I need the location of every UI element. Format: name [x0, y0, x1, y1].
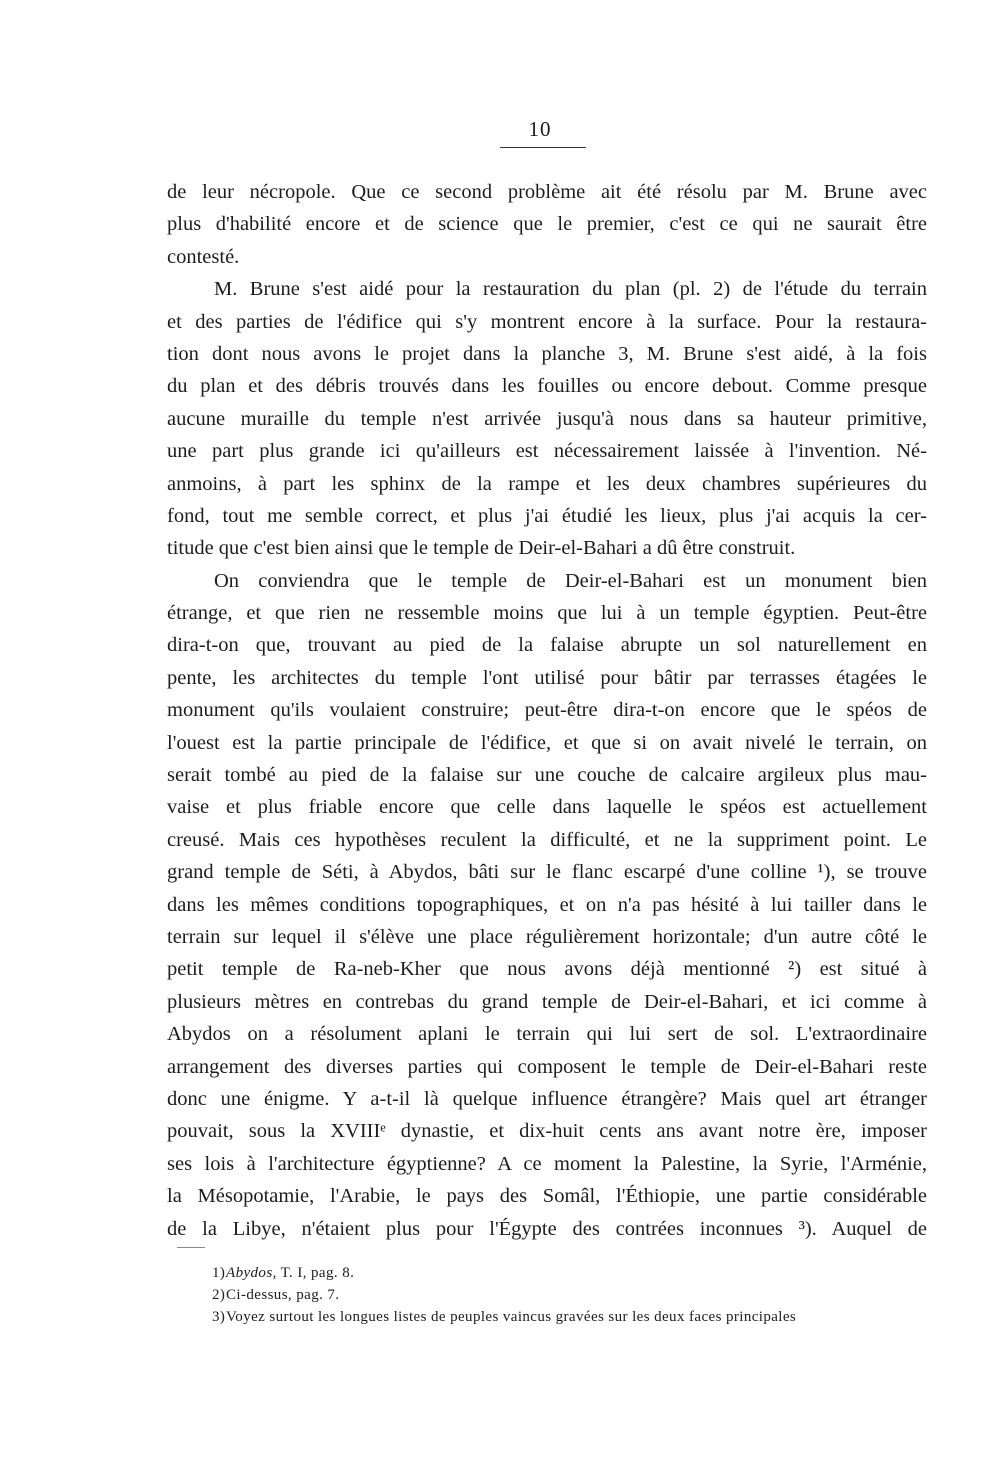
- text-line: dans les mêmes conditions topographiques, et on n'a pas hésité à lui tailler dans le: [167, 893, 927, 916]
- footnote: [212, 1262, 932, 1284]
- footnotes: [212, 1262, 932, 1328]
- footnote-mark: 1): [212, 1265, 226, 1281]
- text-line: dira-t-on que, trouvant au pied de la falaise abrupte un sol naturellement en: [167, 634, 927, 657]
- text-line: titude que c'est bien ainsi que le temple de Deir-el-Bahari a dû être construit.: [167, 537, 796, 560]
- text-line: On conviendra que le temple de Deir-el-Bahari est un monument bien: [214, 569, 927, 592]
- footnote-separator: [177, 1247, 205, 1248]
- text-line: plusieurs mètres en contrebas du grand temple de Deir-el-Bahari, et ici comme à: [167, 990, 927, 1013]
- footnote-mark: 2): [212, 1287, 226, 1303]
- text-line: arrangement des diverses parties qui composent le temple de Deir-el-Bahari reste: [167, 1055, 927, 1078]
- text-line: contesté.: [167, 245, 240, 268]
- text-line: et des parties de l'édifice qui s'y montrent encore à la surface. Pour la restaura-: [167, 310, 927, 333]
- footnote-text: Ci-dessus, pag. 7.: [226, 1287, 340, 1303]
- text-line: une part plus grande ici qu'ailleurs est nécessairement laissée à l'invention. Né-: [167, 440, 927, 463]
- text-line: de leur nécropole. Que ce second problème ait été résolu par M. Brune avec: [167, 181, 927, 203]
- text-line: de la Libye, n'étaient plus pour l'Égypte des contrées inconnues ³). Auquel de: [167, 1217, 927, 1240]
- footnote: [212, 1306, 932, 1328]
- text-line: ses lois à l'architecture égyptienne? A ce moment la Palestine, la Syrie, l'Arménie,: [167, 1152, 927, 1175]
- text-line: fond, tout me semble correct, et plus j'ai étudié les lieux, plus j'ai acquis la cer-: [167, 504, 927, 527]
- text-line: Abydos on a résolument aplani le terrain qui lui sert de sol. L'extraordinaire: [167, 1023, 927, 1046]
- text-line: donc une énigme. Y a-t-il là quelque influence étrangère? Mais quel art étranger: [167, 1087, 927, 1110]
- text-line: tion dont nous avons le projet dans la planche 3, M. Brune s'est aidé, à la fois: [167, 342, 927, 365]
- text-line: pente, les architectes du temple l'ont utilisé pour bâtir par terrasses étagées le: [167, 666, 927, 689]
- text-line: étrange, et que rien ne ressemble moins que lui à un temple égyptien. Peut-être: [167, 602, 927, 625]
- text-line: M. Brune s'est aidé pour la restauration du plan (pl. 2) de l'étude du terrain: [214, 278, 927, 301]
- text-line: anmoins, à part les sphinx de la rampe et les deux chambres supérieures du: [167, 472, 927, 495]
- text-line: plus d'habilité encore et de science que le premier, c'est ce qui ne saurait être: [167, 213, 927, 236]
- footnote-mark: 3): [212, 1309, 226, 1325]
- text-line: creusé. Mais ces hypothèses reculent la difficulté, et ne la suppriment point. Le: [167, 828, 927, 851]
- text-line: monument qu'ils voulaient construire; peut-être dira-t-on encore que le spéos de: [167, 699, 927, 722]
- text-line: grand temple de Séti, à Abydos, bâti sur le flanc escarpé d'une colline ¹), se trouve: [167, 861, 927, 884]
- text-line: vaise et plus friable encore que celle dans laquelle le spéos est actuellement: [167, 796, 927, 819]
- footnote-italic: Abydos: [226, 1265, 273, 1281]
- text-line: serait tombé au pied de la falaise sur une couche de calcaire argileux plus mau-: [167, 764, 927, 787]
- body-text: [167, 176, 927, 1245]
- text-line: terrain sur lequel il s'élève une place régulièrement horizontale; d'un autre côté le: [167, 925, 927, 948]
- text-line: du plan et des débris trouvés dans les fouilles ou encore debout. Comme presque: [167, 375, 927, 398]
- footnote-text: Voyez surtout les longues listes de peuples vaincus gravées sur les deux faces principales: [226, 1309, 797, 1325]
- page-number-rule: [500, 147, 586, 148]
- text-line: la Mésopotamie, l'Arabie, le pays des Somâl, l'Éthiopie, une partie considérable: [167, 1185, 927, 1208]
- footnote: [212, 1284, 932, 1306]
- text-line: pouvait, sous la XVIIIᵉ dynastie, et dix-huit cents ans avant notre ère, imposer: [167, 1120, 927, 1143]
- text-line: l'ouest est la partie principale de l'édifice, et que si on avait nivelé le terrain, on: [167, 731, 927, 754]
- text-line: petit temple de Ra-neb-Kher que nous avons déjà mentionné ²) est situé à: [167, 958, 927, 981]
- footnote-text: , T. I, pag. 8.: [272, 1265, 355, 1281]
- text-line: aucune muraille du temple n'est arrivée jusqu'à nous dans sa hauteur primitive,: [167, 407, 927, 430]
- page-number: 10: [528, 117, 552, 141]
